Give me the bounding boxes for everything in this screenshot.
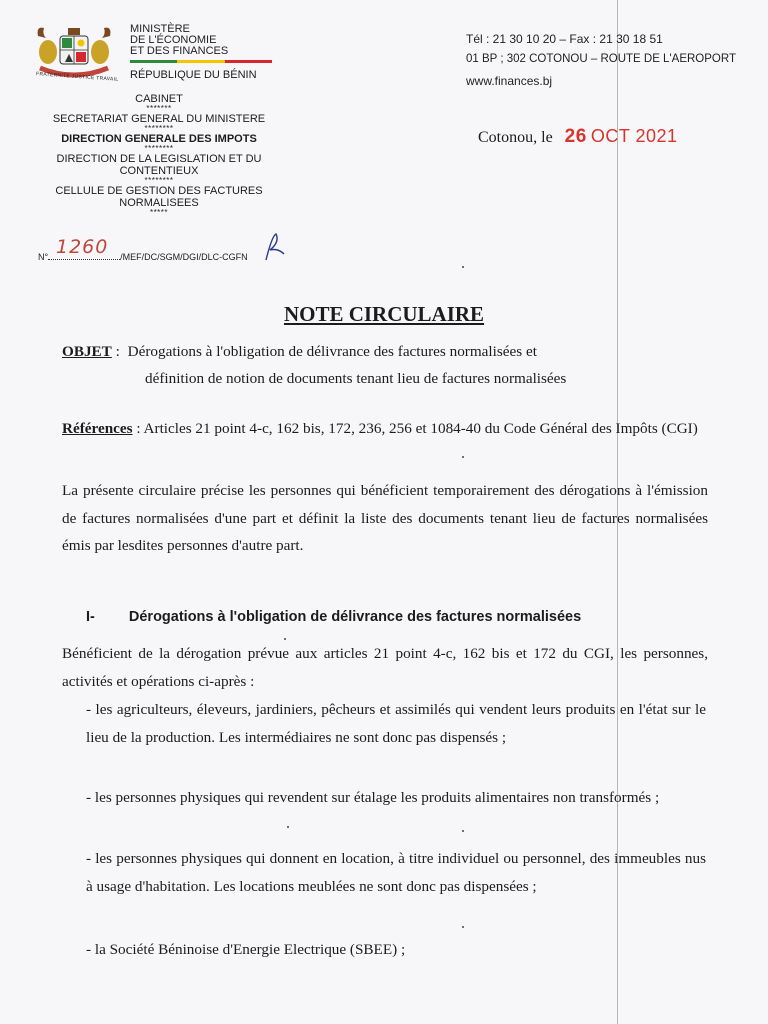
flag-yellow — [177, 60, 224, 63]
republic-name: RÉPUBLIQUE DU BÉNIN — [130, 69, 257, 81]
signature-mark — [262, 232, 288, 264]
direction-legislation-label: DIRECTION DE LA LEGISLATION ET DU CONTENTIEUX — [56, 153, 262, 177]
section-title — [86, 609, 581, 625]
date-day-stamp: 26 — [564, 126, 587, 147]
list-item: - la Société Béninoise d'Energie Electrique (SBEE) ; — [86, 941, 406, 958]
objet-block — [62, 338, 708, 366]
section-lead-paragraph: Bénéficient de la dérogation prévue aux articles 21 point 4-c, 162 bis et 172 du CGI, les personnes, activités et opérations ci-après : — [62, 645, 708, 690]
city-label: Cotonou, le — [478, 129, 553, 146]
list-item: - les personnes physiques qui revendent sur étalage les produits alimentaires non transformés ; — [86, 789, 660, 806]
ministry-name — [130, 24, 228, 57]
department-hierarchy — [30, 93, 288, 217]
ministry-line: MINISTÈRE — [130, 23, 190, 35]
scan-speck — [284, 638, 286, 640]
objet-line-1: Dérogations à l'obligation de délivrance des factures normalisées et — [127, 343, 537, 360]
flag-green — [130, 60, 177, 63]
intro-paragraph: La présente circulaire précise les personnes qui bénéficient temporairement des dérogations à l'émission de factures normalisées d'une part et définit la liste des documents tenant lieu de factures normalisées émis par lesdites personnes d'autre part. — [62, 482, 708, 554]
stars-divider: ******* — [146, 104, 172, 113]
emblem-motto: FRATERNITÉ JUSTICE TRAVAIL — [35, 71, 119, 83]
stars-divider: ***** — [149, 208, 169, 217]
secretariat-label: SECRETARIAT GENERAL DU MINISTERE — [52, 113, 266, 125]
ministry-line: ET DES FINANCES — [130, 45, 229, 57]
handwritten-reference-number: 1260 — [56, 236, 109, 258]
scan-speck — [462, 456, 464, 458]
list-item: - les agriculteurs, éleveurs, jardiniers, pêcheurs et assimilés qui vendent leurs produits en l'état sur le lieu de la production. Les intermédiaires ne sont donc pas dispensés ; — [86, 701, 706, 746]
direction-impots-label: DIRECTION GENERALE DES IMPOTS — [61, 133, 257, 145]
cellule-label: CELLULE DE GESTION DES FACTURES NORMALISEES — [55, 185, 263, 209]
section-heading: Dérogations à l'obligation de délivrance des factures normalisées — [128, 609, 582, 625]
date-line — [478, 126, 678, 148]
flag-bar — [130, 60, 272, 63]
contact-address: 01 BP ; 302 COTONOU – ROUTE DE L'AEROPORT — [466, 53, 736, 65]
flag-red — [225, 60, 272, 63]
list-item: - les personnes physiques qui donnent en location, à titre individuel ou personnel, des immeubles nus à usage d'habitation. Les locations meublées ne sont donc pas dispensées ; — [86, 850, 706, 895]
scan-speck — [462, 266, 464, 268]
reference-prefix: N° — [38, 252, 49, 262]
references-text: : Articles 21 point 4-c, 162 bis, 172, 236, 256 et 1084-40 du Code Général des Impôts (CGI) — [132, 420, 698, 437]
stars-divider: ******** — [144, 176, 174, 185]
scan-speck — [462, 926, 464, 928]
ministry-line: DE L'ÉCONOMIE — [130, 34, 217, 46]
reference-suffix: /MEF/DC/SGM/DGI/DLC-CGFN — [120, 252, 248, 262]
stars-divider: ******** — [144, 124, 174, 133]
cabinet-label: CABINET — [135, 93, 183, 105]
date-month-year-stamp: OCT 2021 — [590, 126, 678, 146]
stars-divider: ******** — [144, 144, 174, 153]
contact-phone: Tél : 21 30 10 20 – Fax : 21 30 18 51 — [466, 32, 663, 46]
section-number: I- — [86, 609, 95, 625]
document-title: NOTE CIRCULAIRE — [283, 302, 485, 326]
references-block — [62, 415, 708, 443]
objet-label: OBJET — [62, 343, 112, 360]
references-label: Références — [62, 420, 133, 437]
objet-line-2: définition de notion de documents tenant lieu de factures normalisées — [145, 370, 567, 387]
scan-speck — [287, 826, 289, 828]
objet-separator: : — [111, 343, 124, 360]
contact-website: www.finances.bj — [466, 74, 553, 88]
scan-speck — [462, 830, 464, 832]
